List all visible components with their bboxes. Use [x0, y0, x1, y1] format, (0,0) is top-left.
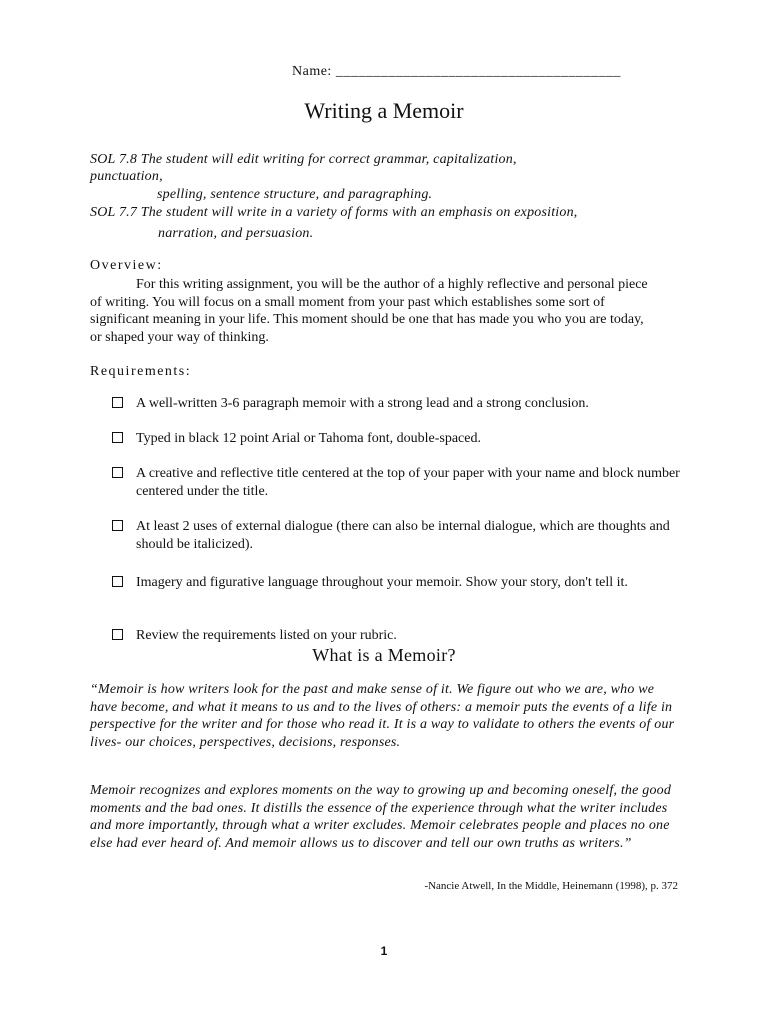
overview-heading: Overview: — [90, 258, 163, 273]
quote-paragraph-1: “Memoir is how writers look for the past and make sense of it. We figure out who we are, who we have become, and what it means to us and to the lives of others: a memoir puts the events of a life in perspective for the writer and for those who read it. It is a way to validate to others the events of our lives- our choices, perspectives, decisions, responses. — [90, 682, 675, 750]
checkbox-icon — [112, 432, 123, 443]
requirement-text: A creative and reflective title centered at the top of your paper with your name and block number centered under the title. — [136, 466, 680, 499]
sol-line-3: spelling, sentence structure, and paragraphing. — [157, 187, 433, 202]
requirement-text: A well-written 3-6 paragraph memoir with a strong lead and a strong conclusion. — [136, 396, 589, 411]
requirement-text: At least 2 uses of external dialogue (there can also be internal dialogue, which are thoughts and should be italicized). — [136, 519, 670, 552]
overview-paragraph — [90, 276, 650, 346]
name-field-line: Name: ______________________________________ — [292, 64, 621, 79]
requirement-item — [112, 627, 682, 645]
requirement-item — [112, 465, 682, 500]
checkbox-icon — [112, 520, 123, 531]
requirement-text: Typed in black 12 point Arial or Tahoma font, double-spaced. — [136, 431, 481, 446]
quote-paragraph-2: Memoir recognizes and explores moments on the way to growing up and becoming oneself, the good moments and the bad ones. It distills the essence of the experience through what the writer includes and more importantly, through what a writer excludes. Memoir celebrates people and places no one else had ever heard of. And memoir allows us to discover and tell our own truths as writers.” — [90, 783, 672, 851]
sol-line-1: SOL 7.8 The student will edit writing for correct grammar, capitalization, — [90, 152, 517, 167]
requirement-text: Review the requirements listed on your rubric. — [136, 628, 397, 643]
checkbox-icon — [112, 576, 123, 587]
sol-line-5: narration, and persuasion. — [158, 226, 314, 241]
requirement-item — [112, 395, 682, 413]
requirement-item — [112, 574, 682, 592]
page-title: Writing a Memoir — [304, 98, 464, 123]
overview-text: For this writing assignment, you will be the author of a highly reflective and personal piece of writing. You will focus on a small moment from your past which establishes some sort of significant meaning in your life. This moment should be one that has made you who you are today, or shaped your way of thinking. — [90, 277, 648, 345]
checkbox-icon — [112, 629, 123, 640]
requirements-heading: Requirements: — [90, 364, 192, 379]
sol-line-4: SOL 7.7 The student will write in a variety of forms with an emphasis on exposition, — [90, 205, 578, 220]
quote-attribution: -Nancie Atwell, In the Middle, Heinemann (1998), p. 372 — [424, 880, 678, 892]
page-number: 1 — [380, 944, 388, 958]
requirement-item — [112, 430, 682, 448]
requirement-item — [112, 518, 682, 553]
checkbox-icon — [112, 397, 123, 408]
checkbox-icon — [112, 467, 123, 478]
requirement-text: Imagery and figurative language throughout your memoir. Show your story, don't tell it. — [136, 575, 628, 590]
memoir-heading: What is a Memoir? — [312, 645, 456, 665]
sol-line-2: punctuation, — [90, 169, 163, 184]
